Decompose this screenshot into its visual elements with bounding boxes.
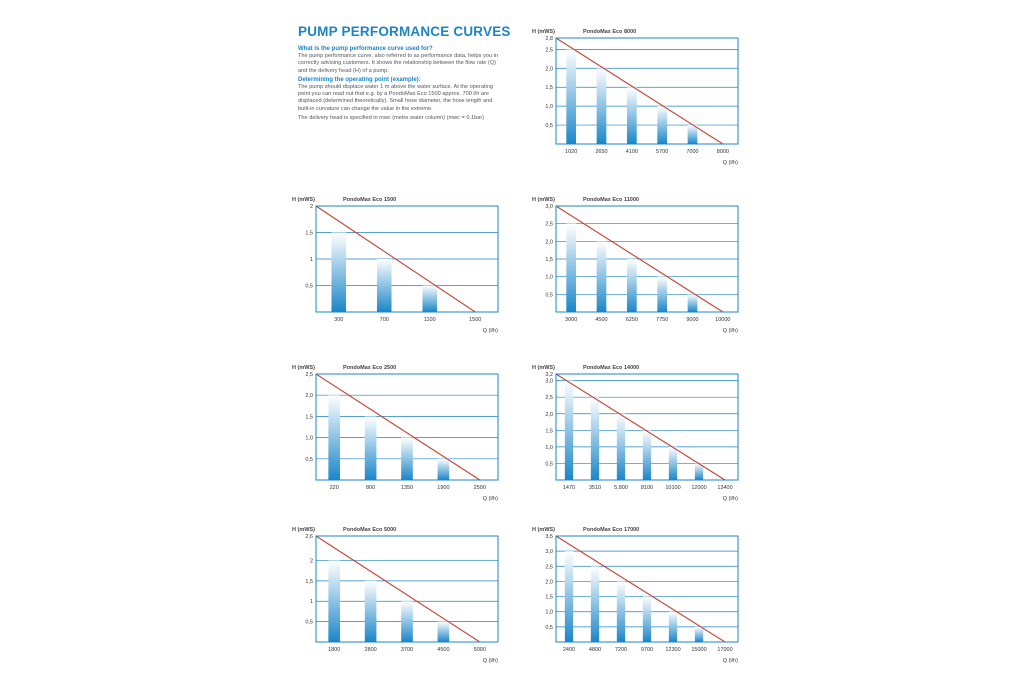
y-tick-label: 3,0 <box>545 378 553 385</box>
y-tick-label: 1 <box>309 257 313 263</box>
x-tick-label: 2800 <box>364 647 377 653</box>
x-tick-label: 7750 <box>656 317 669 323</box>
chart-svg <box>528 362 748 512</box>
chart-eco-5000 <box>288 524 508 674</box>
y-tick-label: 1,0 <box>545 274 553 281</box>
chart-eco-14000 <box>528 362 748 512</box>
x-tick-label: 17000 <box>717 647 733 653</box>
x-tick-label: 3000 <box>565 317 578 323</box>
chart-svg <box>528 26 748 176</box>
bar <box>643 430 651 480</box>
y-tick-label: 0,5 <box>545 461 553 468</box>
performance-line <box>556 38 723 144</box>
intro-paragraph-2: The pump should displace water 1 m above the water surface. At the operating point you can read out that e.g. by a PondoMax Eco 1500 approx. 700 l/h are displaced (determined theoretically). Small hose diameter, the hose length and built-in curvature can change the value in the extreme. <box>298 84 493 112</box>
y-tick-label: 0,5 <box>545 624 553 631</box>
x-tick-label: 1470 <box>562 485 576 491</box>
y-tick-label: 2,5 <box>545 564 553 571</box>
bar <box>627 87 637 144</box>
chart-title: PondoMax Eco 2500 <box>343 365 397 371</box>
x-tick-label: 4800 <box>588 647 602 653</box>
chart-title: PondoMax Eco 11000 <box>583 197 639 203</box>
y-tick-label: 1,5 <box>545 257 553 263</box>
y-tick-label: 1,0 <box>545 444 553 451</box>
y-tick-label: 2,8 <box>545 36 553 42</box>
y-tick-label: 2,0 <box>545 579 553 586</box>
plot-frame <box>556 38 738 144</box>
x-tick-label: 4500 <box>437 647 450 653</box>
bar <box>617 581 625 642</box>
bar <box>331 233 346 313</box>
bar <box>377 259 392 312</box>
bar <box>688 294 698 312</box>
y-axis-label: H (mWS) <box>532 527 555 533</box>
y-axis-label: H (mWS) <box>292 197 315 203</box>
chart-title: PondoMax Eco 5000 <box>343 527 397 533</box>
bar <box>365 581 377 642</box>
x-tick-label: 13400 <box>717 485 733 491</box>
x-tick-label: 1800 <box>328 647 341 653</box>
bar <box>669 447 677 480</box>
y-tick-label: 0,5 <box>545 292 553 299</box>
x-tick-label: 9000 <box>686 317 699 323</box>
catalog-page <box>288 14 758 686</box>
page-title: PUMP PERFORMANCE CURVES <box>298 24 511 39</box>
bar <box>617 414 625 480</box>
chart-svg <box>528 524 748 674</box>
y-tick-label: 1,0 <box>545 104 553 111</box>
y-tick-label: 1 <box>309 599 313 606</box>
x-axis-label: Q (l/h) <box>722 328 738 334</box>
chart-svg <box>528 194 748 344</box>
x-tick-label: 10100 <box>665 485 681 491</box>
chart-title: PondoMax Eco 14000 <box>583 365 640 371</box>
y-tick-label: 3,5 <box>545 534 553 540</box>
y-axis-label: H (mWS) <box>292 365 315 371</box>
intro-paragraph-1: The pump performance curve, also referred to as performance data, helps you in correctly advising customers. It shows the relationship between the flow rate (Q) and the delivery head (H) of a pump. <box>298 53 498 74</box>
x-axis-label: Q (l/h) <box>722 160 738 166</box>
intro-heading-2: Determining the operating point (example): <box>298 76 421 83</box>
chart-title: PondoMax Eco 17000 <box>583 527 640 533</box>
y-tick-label: 1,0 <box>305 435 313 442</box>
chart-svg <box>288 362 508 512</box>
bar <box>643 597 651 642</box>
y-tick-label: 3,0 <box>545 204 553 210</box>
y-tick-label: 2,0 <box>305 393 313 400</box>
bar <box>657 106 667 144</box>
x-tick-label: 4100 <box>625 149 638 155</box>
x-tick-label: 12000 <box>691 485 707 491</box>
y-tick-label: 2,0 <box>545 411 553 418</box>
x-axis-label: Q (l/h) <box>482 496 498 502</box>
bar <box>328 560 340 642</box>
y-axis-label: H (mWS) <box>532 365 555 371</box>
x-tick-label: 700 <box>379 317 389 323</box>
intro-paragraph-3: The delivery head is specified in mwc (metre water column) (mwc = 0.1bar) <box>298 114 485 121</box>
chart-title: PondoMax Eco 1500 <box>343 197 397 203</box>
x-tick-label: 10000 <box>715 317 731 323</box>
bar <box>438 459 450 480</box>
chart-eco-1500 <box>288 194 508 344</box>
bar <box>328 395 340 480</box>
y-tick-label: 2,0 <box>545 66 553 73</box>
performance-line <box>556 536 725 642</box>
y-tick-label: 2,6 <box>305 534 313 540</box>
performance-line <box>556 374 725 480</box>
x-tick-label: 7000 <box>686 149 699 155</box>
y-tick-label: 1,5 <box>305 414 313 421</box>
x-axis-label: Q (l/h) <box>482 658 498 664</box>
chart-svg <box>288 524 508 674</box>
x-tick-label: 5,800 <box>614 485 628 491</box>
x-tick-label: 220 <box>329 485 339 491</box>
x-axis-label: Q (l/h) <box>722 658 738 664</box>
x-tick-label: 9700 <box>640 647 654 653</box>
performance-line <box>316 536 480 642</box>
x-tick-label: 1020 <box>565 149 578 155</box>
intro-text <box>298 44 498 124</box>
intro-heading-1: What is the pump performance curve used for? <box>298 46 433 52</box>
chart-svg <box>288 194 508 344</box>
bar <box>657 277 667 312</box>
x-axis-label: Q (l/h) <box>482 328 498 334</box>
x-tick-label: 12300 <box>665 647 681 653</box>
y-tick-label: 1,5 <box>545 85 553 92</box>
x-tick-label: 1500 <box>469 317 482 323</box>
chart-eco-8000 <box>528 26 748 176</box>
bar <box>566 224 576 312</box>
x-tick-label: 5700 <box>656 149 669 155</box>
bar <box>597 241 607 312</box>
x-tick-label: 7200 <box>614 647 628 653</box>
chart-eco-11000 <box>528 194 748 344</box>
bar <box>591 566 599 642</box>
y-axis-label: H (mWS) <box>532 197 555 203</box>
y-axis-label: H (mWS) <box>292 527 315 533</box>
x-tick-label: 5000 <box>473 647 486 653</box>
bar <box>401 438 413 480</box>
y-tick-label: 2 <box>309 204 313 210</box>
y-tick-label: 0,5 <box>305 619 313 626</box>
y-tick-label: 1,5 <box>305 578 313 585</box>
y-tick-label: 1,5 <box>305 230 313 237</box>
x-tick-label: 300 <box>334 317 344 323</box>
bar <box>422 286 437 313</box>
bar <box>438 622 450 642</box>
x-axis-label: Q (l/h) <box>722 496 738 502</box>
bar <box>669 612 677 642</box>
x-tick-label: 2400 <box>562 647 576 653</box>
bar <box>565 381 573 480</box>
bar <box>688 125 698 144</box>
bar <box>566 49 576 144</box>
bar <box>565 551 573 642</box>
x-tick-label: 1100 <box>423 317 436 323</box>
y-tick-label: 1,5 <box>545 594 553 601</box>
x-tick-label: 3700 <box>400 647 414 653</box>
chart-eco-2500 <box>288 362 508 512</box>
bar <box>365 416 377 480</box>
y-tick-label: 0,5 <box>305 456 313 463</box>
bar <box>591 397 599 480</box>
y-tick-label: 3,0 <box>545 549 553 556</box>
x-tick-label: 800 <box>366 485 376 491</box>
chart-title: PondoMax Eco 8000 <box>583 29 637 35</box>
x-tick-label: 4500 <box>595 317 608 323</box>
y-tick-label: 1,5 <box>545 428 553 435</box>
x-tick-label: 3510 <box>588 485 602 491</box>
bar <box>401 601 413 642</box>
y-tick-label: 1,0 <box>545 609 553 616</box>
y-tick-label: 2,5 <box>545 47 553 54</box>
y-tick-label: 2,0 <box>545 239 553 246</box>
performance-line <box>316 374 480 480</box>
y-tick-label: 2 <box>309 558 313 565</box>
y-tick-label: 0,5 <box>305 283 313 290</box>
y-tick-label: 2,5 <box>545 395 553 402</box>
x-tick-label: 8000 <box>716 149 729 155</box>
y-tick-label: 2,5 <box>545 221 553 228</box>
x-tick-label: 1900 <box>437 485 450 491</box>
y-tick-label: 2,5 <box>305 372 313 378</box>
y-tick-label: 3,2 <box>545 372 553 378</box>
x-tick-label: 6250 <box>625 317 638 323</box>
bar <box>627 259 637 312</box>
x-tick-label: 8100 <box>640 485 654 491</box>
y-axis-label: H (mWS) <box>532 29 555 35</box>
bar <box>597 68 607 144</box>
x-tick-label: 15000 <box>691 647 707 653</box>
chart-eco-17000 <box>528 524 748 674</box>
bar <box>695 627 703 642</box>
y-tick-label: 0,5 <box>545 123 553 130</box>
x-tick-label: 2650 <box>595 149 608 155</box>
x-tick-label: 2500 <box>473 485 486 491</box>
x-tick-label: 1350 <box>400 485 414 491</box>
